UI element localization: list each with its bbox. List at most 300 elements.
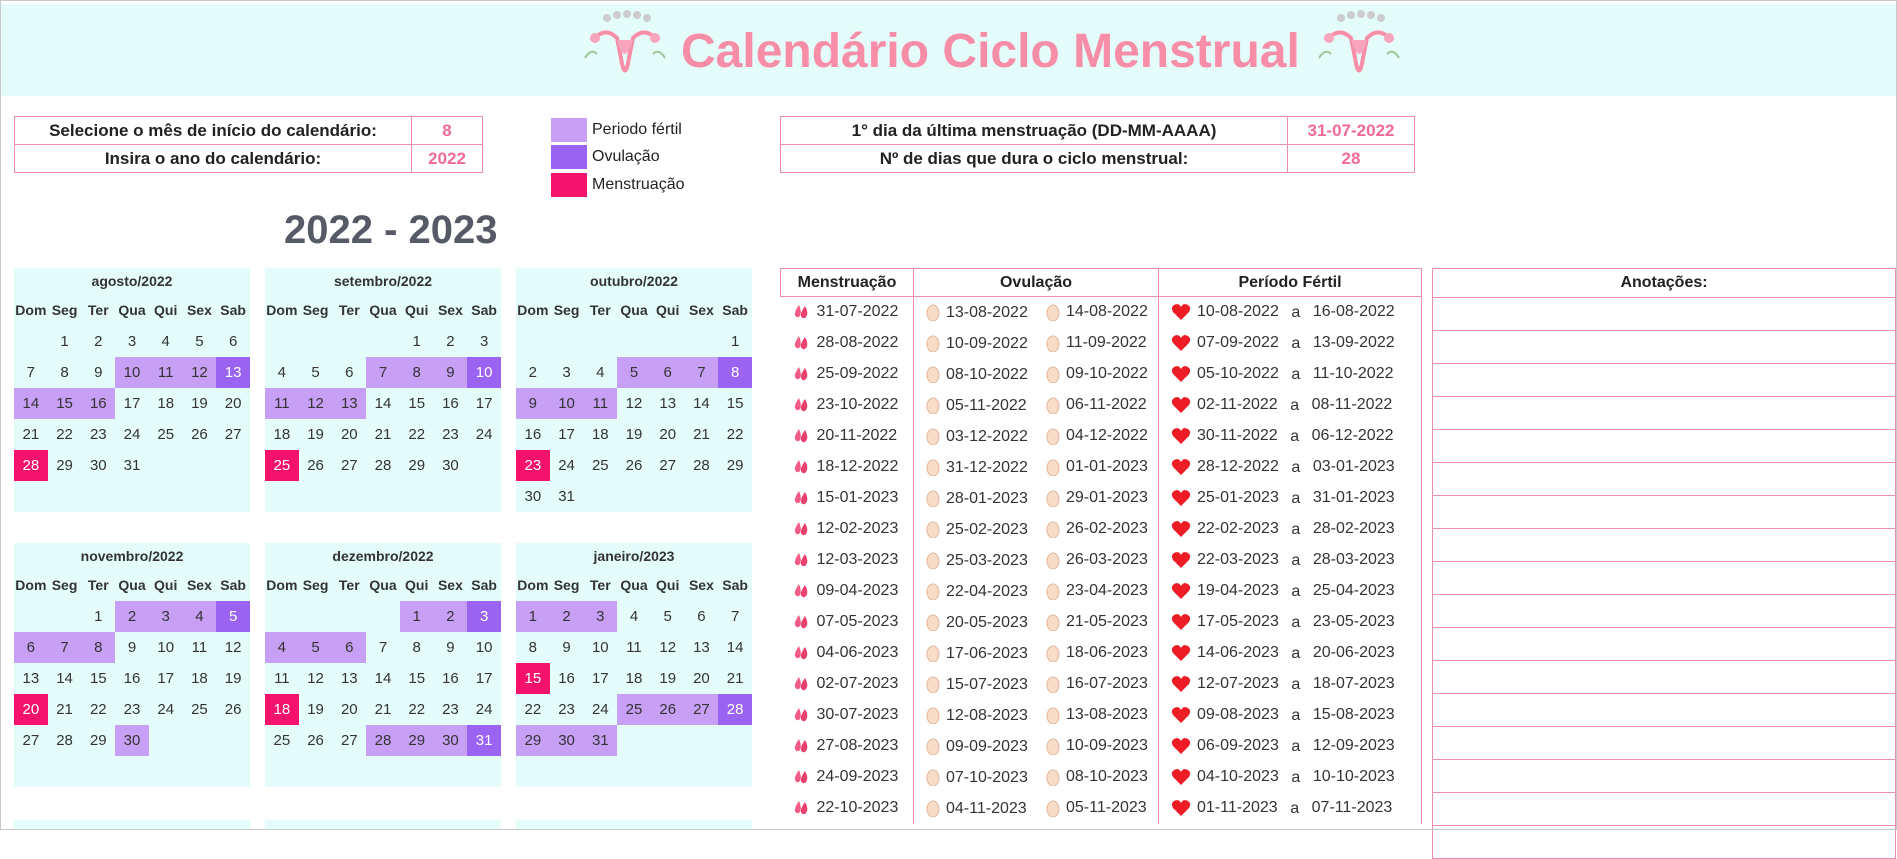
- cycle-length-input[interactable]: 28: [1288, 145, 1415, 173]
- day-cell[interactable]: 13: [340, 670, 358, 687]
- day-cell[interactable]: 28: [56, 732, 73, 749]
- day-cell[interactable]: 18: [625, 670, 643, 687]
- day-cell[interactable]: 28: [693, 457, 710, 474]
- day-cell[interactable]: 6: [651, 357, 685, 388]
- day-cell[interactable]: 20: [340, 701, 358, 718]
- day-cell[interactable]: 7: [378, 639, 388, 656]
- empty-day-cell: [48, 601, 82, 632]
- notes-row[interactable]: [1433, 628, 1896, 661]
- day-cell[interactable]: 31: [123, 457, 141, 474]
- legend-fertile-swatch: [551, 118, 587, 142]
- day-cell[interactable]: 6: [697, 608, 706, 625]
- notes-row[interactable]: [1433, 793, 1896, 826]
- day-cell[interactable]: 23: [442, 426, 459, 443]
- notes-row[interactable]: [1433, 727, 1896, 760]
- day-cell[interactable]: 21: [56, 701, 73, 718]
- notes-row[interactable]: [1433, 463, 1896, 496]
- fertile-cell: [1159, 731, 1422, 762]
- day-cell[interactable]: 19: [659, 670, 677, 687]
- heart-icon: [1171, 613, 1191, 631]
- ovulation-cell: [914, 731, 1159, 762]
- day-cell[interactable]: 8: [718, 357, 752, 388]
- day-cell[interactable]: 26: [191, 426, 208, 443]
- day-cell[interactable]: 30: [89, 457, 107, 474]
- day-cell[interactable]: 4: [161, 333, 170, 350]
- notes-cell[interactable]: [1433, 463, 1896, 496]
- day-cell[interactable]: 11: [583, 388, 617, 419]
- day-cell[interactable]: 11: [274, 670, 290, 687]
- day-cell[interactable]: 1: [60, 333, 69, 350]
- day-cell[interactable]: 12: [224, 639, 242, 656]
- day-cell[interactable]: 5: [617, 357, 651, 388]
- day-cell[interactable]: 2: [528, 364, 538, 381]
- day-cell[interactable]: 21: [374, 426, 392, 443]
- day-cell[interactable]: 12: [625, 395, 643, 412]
- notes-cell[interactable]: [1433, 430, 1896, 463]
- day-cell[interactable]: 30: [442, 457, 459, 474]
- day-cell[interactable]: 11: [626, 639, 642, 656]
- day-cell[interactable]: 1: [94, 608, 103, 625]
- day-cell[interactable]: 11: [191, 639, 208, 656]
- col-menstruation: Menstruação: [781, 269, 914, 297]
- day-cell[interactable]: 10: [550, 388, 584, 419]
- weekday-header: Dom: [15, 302, 47, 318]
- day-cell[interactable]: 21: [726, 670, 744, 687]
- cycle-config: [780, 116, 1415, 173]
- day-cell[interactable]: 13: [22, 670, 40, 687]
- day-cell[interactable]: 3: [127, 333, 137, 350]
- fertile-start-date: 09-08-2023: [1197, 706, 1279, 724]
- notes-cell[interactable]: [1433, 529, 1896, 562]
- day-cell[interactable]: 6: [228, 333, 238, 350]
- fertile-end-date: 08-11-2022: [1311, 396, 1393, 414]
- day-cell[interactable]: 27: [340, 457, 358, 474]
- fertile-end-date: 12-09-2023: [1312, 737, 1395, 755]
- day-cell[interactable]: 22: [89, 701, 107, 718]
- day-cell[interactable]: 24: [475, 426, 493, 443]
- weekday-header: Seg: [51, 577, 78, 593]
- day-cell[interactable]: 28: [718, 694, 752, 725]
- day-cell[interactable]: 16: [123, 670, 141, 687]
- notes-row[interactable]: [1433, 661, 1896, 694]
- day-cell[interactable]: 22: [726, 426, 744, 443]
- day-cell[interactable]: 7: [685, 357, 719, 388]
- fertile-end-date: 23-05-2023: [1312, 613, 1395, 631]
- fertile-start-date: 05-10-2022: [1197, 365, 1279, 383]
- day-cell[interactable]: 20: [659, 426, 677, 443]
- ovulation-cell: [914, 700, 1159, 731]
- day-cell[interactable]: 24: [157, 701, 175, 718]
- day-cell[interactable]: 14: [726, 639, 744, 656]
- day-cell[interactable]: 27: [659, 457, 677, 474]
- fertile-end-date: 11-10-2022: [1312, 365, 1394, 383]
- egg-icon: [1046, 737, 1060, 755]
- ovulation-date: 13-08-2022: [946, 303, 1028, 321]
- empty-day-cell: [183, 756, 217, 787]
- menstruation-date: 04-06-2023: [816, 644, 899, 662]
- fertile-cell: [1159, 390, 1422, 421]
- menstruation-date: 18-12-2022: [816, 458, 899, 476]
- day-cell[interactable]: 3: [149, 601, 183, 632]
- day-cell[interactable]: 15: [89, 670, 107, 687]
- day-cell[interactable]: 12: [183, 357, 217, 388]
- ovulation-cell: [914, 545, 1159, 576]
- header-band: [1, 4, 1896, 96]
- blood-drop-icon: [793, 582, 811, 600]
- day-cell[interactable]: 21: [693, 426, 710, 443]
- day-cell[interactable]: 24: [123, 426, 141, 443]
- notes-cell[interactable]: [1433, 760, 1896, 793]
- day-cell[interactable]: 31: [467, 725, 501, 756]
- empty-day-cell: [14, 601, 48, 632]
- years-title: 2022 - 2023: [284, 208, 498, 252]
- start-month-input[interactable]: 8: [412, 117, 483, 145]
- day-cell[interactable]: 23: [516, 450, 550, 481]
- fertile-start-date: 10-08-2022: [1197, 303, 1279, 321]
- day-cell[interactable]: 9: [516, 388, 550, 419]
- notes-row[interactable]: [1433, 826, 1896, 859]
- day-cell[interactable]: 16: [81, 388, 115, 419]
- empty-day-cell: [366, 601, 400, 632]
- day-cell[interactable]: 30: [524, 488, 542, 505]
- day-cell[interactable]: 9: [434, 357, 468, 388]
- notes-cell[interactable]: [1433, 496, 1896, 529]
- month-grid: [516, 295, 752, 512]
- day-cell[interactable]: 15: [726, 395, 744, 412]
- fertile-cell: [1159, 359, 1422, 390]
- day-cell[interactable]: 5: [216, 601, 250, 632]
- day-cell[interactable]: 17: [123, 395, 141, 412]
- egg-icon: [1046, 644, 1060, 662]
- day-cell[interactable]: 25: [617, 694, 651, 725]
- day-cell[interactable]: 3: [479, 333, 489, 350]
- day-cell[interactable]: 21: [374, 701, 392, 718]
- weekday-header: Qua: [620, 577, 648, 593]
- day-cell[interactable]: 8: [400, 357, 434, 388]
- notes-row[interactable]: [1433, 430, 1896, 463]
- day-cell[interactable]: 14: [374, 670, 392, 687]
- day-cell[interactable]: 25: [157, 426, 175, 443]
- egg-icon: [1046, 551, 1060, 569]
- day-cell[interactable]: 29: [56, 457, 73, 474]
- day-cell[interactable]: 4: [596, 364, 605, 381]
- day-cell[interactable]: 17: [157, 670, 175, 687]
- day-cell[interactable]: 10: [115, 357, 149, 388]
- notes-row[interactable]: [1433, 562, 1896, 595]
- notes-row[interactable]: [1433, 694, 1896, 727]
- day-cell[interactable]: 10: [475, 639, 493, 656]
- notes-cell[interactable]: [1433, 298, 1896, 331]
- day-cell[interactable]: 18: [273, 426, 291, 443]
- day-cell[interactable]: 7: [48, 632, 82, 663]
- day-cell[interactable]: 15: [408, 395, 426, 412]
- notes-cell[interactable]: [1433, 628, 1896, 661]
- day-cell[interactable]: 3: [562, 364, 571, 381]
- notes-cell[interactable]: [1433, 331, 1896, 364]
- next-month-strip: [265, 820, 501, 830]
- notes-row[interactable]: [1433, 298, 1896, 331]
- day-cell[interactable]: 15: [48, 388, 82, 419]
- empty-day-cell: [400, 481, 434, 512]
- weekday-header: Ter: [87, 302, 109, 318]
- day-cell[interactable]: 20: [340, 426, 358, 443]
- last-period-input[interactable]: 31-07-2022: [1288, 117, 1415, 145]
- notes-cell[interactable]: [1433, 562, 1896, 595]
- day-cell[interactable]: 31: [583, 725, 617, 756]
- day-cell[interactable]: 30: [434, 725, 468, 756]
- ovulation-date: 29-01-2023: [1066, 489, 1148, 507]
- notes-row[interactable]: [1433, 496, 1896, 529]
- day-cell[interactable]: 4: [265, 632, 299, 663]
- day-cell[interactable]: 14: [56, 670, 73, 687]
- day-cell[interactable]: 11: [265, 388, 299, 419]
- day-cell[interactable]: 19: [307, 701, 324, 718]
- range-separator: a: [1291, 706, 1301, 724]
- day-cell[interactable]: 13: [693, 639, 710, 656]
- notes-cell[interactable]: [1433, 661, 1896, 694]
- day-cell[interactable]: 9: [446, 639, 455, 656]
- day-cell[interactable]: 24: [591, 701, 609, 718]
- day-cell[interactable]: 12: [659, 639, 677, 656]
- day-cell[interactable]: 25: [591, 457, 609, 474]
- day-cell[interactable]: 5: [299, 632, 333, 663]
- day-cell[interactable]: 26: [307, 457, 324, 474]
- blood-drop-icon: [793, 613, 811, 631]
- egg-icon: [926, 520, 940, 538]
- day-cell[interactable]: 2: [434, 601, 468, 632]
- day-cell[interactable]: 1: [400, 601, 434, 632]
- notes-row[interactable]: [1433, 760, 1896, 793]
- day-cell[interactable]: 5: [311, 364, 320, 381]
- day-cell[interactable]: 9: [127, 639, 137, 656]
- day-cell[interactable]: 25: [273, 732, 291, 749]
- day-cell[interactable]: 19: [307, 426, 324, 443]
- weekday-header: Dom: [517, 577, 549, 593]
- day-cell[interactable]: 23: [442, 701, 459, 718]
- empty-day-cell: [115, 481, 149, 512]
- day-cell[interactable]: 14: [374, 395, 392, 412]
- day-cell[interactable]: 6: [345, 364, 354, 381]
- day-cell[interactable]: 22: [524, 701, 542, 718]
- day-cell[interactable]: 20: [693, 670, 710, 687]
- day-cell[interactable]: 22: [56, 426, 73, 443]
- menstruation-cell: [781, 545, 914, 576]
- day-cell[interactable]: 25: [265, 450, 299, 481]
- day-cell[interactable]: 28: [374, 457, 392, 474]
- day-cell[interactable]: 15: [516, 663, 550, 694]
- day-cell[interactable]: 20: [224, 395, 242, 412]
- ovulation-cell: [914, 514, 1159, 545]
- empty-day-cell: [366, 326, 400, 357]
- weekday-header: Sex: [688, 302, 714, 318]
- ovulation-cell: [914, 452, 1159, 483]
- day-cell[interactable]: 4: [183, 601, 217, 632]
- day-cell[interactable]: 18: [157, 395, 175, 412]
- day-cell[interactable]: 16: [442, 670, 459, 687]
- year-input[interactable]: 2022: [412, 145, 483, 173]
- day-cell[interactable]: 27: [340, 732, 358, 749]
- day-cell[interactable]: 29: [726, 457, 744, 474]
- day-cell[interactable]: 14: [693, 395, 710, 412]
- egg-icon: [1046, 303, 1060, 321]
- empty-day-cell: [685, 756, 719, 787]
- day-cell[interactable]: 17: [558, 426, 575, 443]
- day-cell[interactable]: 10: [467, 357, 501, 388]
- day-cell[interactable]: 1: [516, 601, 550, 632]
- menstruation-cell: [781, 483, 914, 514]
- day-cell[interactable]: 13: [332, 388, 366, 419]
- day-cell[interactable]: 1: [730, 333, 740, 350]
- next-month-strip: [14, 820, 250, 830]
- day-cell[interactable]: 2: [446, 333, 455, 350]
- day-cell[interactable]: 2: [94, 333, 103, 350]
- day-cell[interactable]: 18: [265, 694, 299, 725]
- day-cell[interactable]: 29: [408, 457, 426, 474]
- day-cell[interactable]: 23: [123, 701, 141, 718]
- day-cell[interactable]: 8: [81, 632, 115, 663]
- start-month-label: Selecione o mês de início do calendário:: [15, 117, 412, 145]
- day-cell[interactable]: 2: [550, 601, 584, 632]
- egg-icon: [1046, 427, 1060, 445]
- day-cell[interactable]: 3: [467, 601, 501, 632]
- day-cell[interactable]: 24: [475, 701, 493, 718]
- day-cell[interactable]: 10: [591, 639, 609, 656]
- ovulation-cell: [914, 390, 1159, 421]
- day-cell[interactable]: 8: [60, 364, 69, 381]
- day-cell[interactable]: 7: [730, 608, 740, 625]
- menstruation-date: 07-05-2023: [816, 613, 899, 631]
- day-cell[interactable]: 29: [89, 732, 107, 749]
- ovulation-date: 05-11-2022: [946, 396, 1027, 414]
- notes-cell[interactable]: [1433, 397, 1896, 430]
- day-cell[interactable]: 10: [157, 639, 175, 656]
- day-cell[interactable]: 30: [550, 725, 584, 756]
- notes-row[interactable]: [1433, 364, 1896, 397]
- fertile-start-date: 12-07-2023: [1197, 675, 1279, 693]
- day-cell[interactable]: 5: [663, 608, 672, 625]
- ovulation-cell: [914, 638, 1159, 669]
- weekday-header: Sex: [437, 577, 463, 593]
- day-cell[interactable]: 16: [442, 395, 459, 412]
- empty-day-cell: [14, 481, 48, 512]
- day-cell[interactable]: 9: [562, 639, 571, 656]
- notes-row[interactable]: [1433, 595, 1896, 628]
- day-cell[interactable]: 3: [583, 601, 617, 632]
- day-cell[interactable]: 26: [625, 457, 643, 474]
- day-cell[interactable]: 17: [475, 395, 493, 412]
- day-cell[interactable]: 27: [685, 694, 719, 725]
- day-cell[interactable]: 7: [26, 364, 36, 381]
- day-cell[interactable]: 4: [629, 608, 639, 625]
- day-cell[interactable]: 27: [224, 426, 242, 443]
- day-cell[interactable]: 7: [366, 357, 400, 388]
- notes-row[interactable]: [1433, 397, 1896, 430]
- notes-cell[interactable]: [1433, 364, 1896, 397]
- day-cell[interactable]: 31: [558, 488, 575, 505]
- day-cell[interactable]: 9: [94, 364, 103, 381]
- day-cell[interactable]: 16: [558, 670, 575, 687]
- day-cell[interactable]: 15: [408, 670, 426, 687]
- day-cell[interactable]: 28: [366, 725, 400, 756]
- day-cell[interactable]: 25: [191, 701, 208, 718]
- fertile-end-date: 03-01-2023: [1312, 458, 1395, 476]
- day-cell[interactable]: 22: [408, 701, 426, 718]
- empty-day-cell: [550, 756, 584, 787]
- day-cell[interactable]: 23: [89, 426, 107, 443]
- day-cell[interactable]: 26: [307, 732, 324, 749]
- day-cell[interactable]: 13: [659, 395, 677, 412]
- fertile-cell: [1159, 669, 1422, 700]
- notes-table: [1432, 268, 1896, 859]
- egg-icon: [926, 551, 940, 569]
- notes-cell[interactable]: [1433, 793, 1896, 826]
- egg-icon: [1046, 675, 1060, 693]
- notes-row[interactable]: [1433, 529, 1896, 562]
- day-cell[interactable]: 20: [14, 694, 48, 725]
- day-cell[interactable]: 23: [558, 701, 575, 718]
- day-cell[interactable]: 13: [216, 357, 250, 388]
- day-cell[interactable]: 21: [22, 426, 40, 443]
- day-cell[interactable]: 17: [475, 670, 493, 687]
- range-separator: a: [1291, 334, 1301, 352]
- empty-day-cell: [299, 481, 333, 512]
- day-cell[interactable]: 24: [558, 457, 575, 474]
- day-cell[interactable]: 27: [22, 732, 40, 749]
- day-cell[interactable]: 29: [516, 725, 550, 756]
- heart-icon: [1171, 334, 1191, 352]
- day-cell[interactable]: 6: [14, 632, 48, 663]
- day-cell[interactable]: 26: [651, 694, 685, 725]
- blood-drop-icon: [793, 365, 811, 383]
- day-cell[interactable]: 8: [412, 639, 421, 656]
- notes-cell[interactable]: [1433, 727, 1896, 760]
- day-cell[interactable]: 18: [591, 426, 609, 443]
- notes-cell[interactable]: [1433, 826, 1896, 859]
- day-cell[interactable]: 2: [115, 601, 149, 632]
- fertile-end-date: 10-10-2023: [1312, 768, 1395, 786]
- day-cell[interactable]: 6: [332, 632, 366, 663]
- day-cell[interactable]: 17: [591, 670, 609, 687]
- notes-cell[interactable]: [1433, 595, 1896, 628]
- blood-drop-icon: [793, 644, 811, 662]
- day-cell[interactable]: 19: [191, 395, 208, 412]
- last-period-label: 1° dia da última menstruação (DD-MM-AAAA): [781, 117, 1288, 145]
- day-cell[interactable]: 18: [191, 670, 208, 687]
- notes-row[interactable]: [1433, 331, 1896, 364]
- day-cell[interactable]: 29: [400, 725, 434, 756]
- day-cell[interactable]: 14: [14, 388, 48, 419]
- calendar-config: [14, 116, 483, 173]
- day-cell[interactable]: 11: [149, 357, 183, 388]
- day-cell[interactable]: 12: [299, 388, 333, 419]
- table-row: [781, 483, 1422, 514]
- day-cell[interactable]: 5: [195, 333, 204, 350]
- day-cell[interactable]: 1: [412, 333, 421, 350]
- egg-icon: [926, 396, 940, 414]
- day-cell[interactable]: 12: [307, 670, 324, 687]
- notes-cell[interactable]: [1433, 694, 1896, 727]
- day-cell[interactable]: 28: [14, 450, 48, 481]
- day-cell[interactable]: 4: [277, 364, 287, 381]
- day-cell[interactable]: 19: [625, 426, 643, 443]
- day-cell[interactable]: 26: [224, 701, 242, 718]
- day-cell[interactable]: 22: [408, 426, 426, 443]
- day-cell[interactable]: 16: [524, 426, 542, 443]
- day-cell[interactable]: 8: [528, 639, 538, 656]
- egg-icon: [1046, 706, 1060, 724]
- day-cell[interactable]: 30: [115, 725, 149, 756]
- day-cell[interactable]: 19: [224, 670, 242, 687]
